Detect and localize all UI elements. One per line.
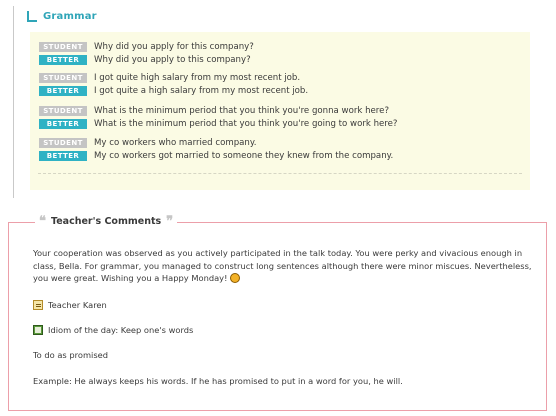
book-icon: [33, 325, 43, 335]
correction-pair: [39, 41, 519, 67]
student-row: [39, 41, 519, 53]
teacher-comments-card: [8, 214, 547, 411]
idiom-label: Idiom of the day: Keep one's words: [48, 325, 194, 335]
student-badge: STUDENT: [39, 73, 87, 83]
idiom-line: [33, 325, 193, 335]
student-row: [39, 137, 519, 149]
grammar-section: [0, 0, 556, 200]
comments-title: Teacher's Comments: [51, 216, 162, 227]
idiom-example: [33, 376, 403, 386]
smile-emoji-icon: [230, 273, 240, 283]
signature-line: [33, 300, 107, 310]
better-sentence: My co workers got married to someone they knew from the company.: [94, 151, 394, 161]
comments-header: [35, 215, 177, 228]
better-row: [39, 150, 519, 162]
student-sentence: What is the minimum period that you think you're gonna work here?: [94, 106, 390, 116]
student-row: [39, 105, 519, 117]
better-row: [39, 118, 519, 130]
better-row: [39, 54, 519, 66]
correction-pair: [39, 137, 519, 163]
student-sentence: Why did you apply for this company?: [94, 42, 254, 52]
comment-paragraph: [33, 247, 533, 285]
teacher-signature: Teacher Karen: [48, 300, 107, 310]
better-badge: BETTER: [39, 55, 87, 65]
memo-icon: [33, 300, 43, 310]
better-sentence: Why did you apply to this company?: [94, 55, 251, 65]
student-badge: STUDENT: [39, 106, 87, 116]
grammar-icon: [26, 11, 37, 22]
comments-body: [33, 247, 533, 285]
grammar-header: [26, 11, 97, 22]
better-badge: BETTER: [39, 86, 87, 96]
better-badge: BETTER: [39, 119, 87, 129]
better-badge: BETTER: [39, 151, 87, 161]
grammar-title: Grammar: [43, 11, 97, 22]
student-badge: STUDENT: [39, 138, 87, 148]
example-text: Example: He always keeps his words. If he has promised to put in a word for you, he will.: [33, 376, 403, 386]
student-row: [39, 72, 519, 84]
comment-text: Your cooperation was observed as you actively participated in the talk today. You were perky and vivacious enough in class, Bella. For grammar, you managed to construct long sentences although there were minor miscues. Nevertheless, you were great. Wishing you a Happy Monday!: [33, 248, 532, 283]
student-sentence: My co workers who married company.: [94, 138, 257, 148]
student-sentence: I got quite high salary from my most recent job.: [94, 73, 301, 83]
meaning-text: To do as promised: [33, 350, 109, 360]
better-sentence: What is the minimum period that you think you're going to work here?: [94, 119, 398, 129]
grammar-panel: [30, 32, 530, 190]
student-badge: STUDENT: [39, 42, 87, 52]
close-quote-icon: ❞: [166, 214, 174, 229]
better-sentence: I got quite a high salary from my most recent job.: [94, 86, 309, 96]
section-divider-line: [13, 6, 14, 198]
open-quote-icon: ❝: [39, 214, 46, 229]
correction-pair: [39, 105, 519, 131]
correction-pair: [39, 72, 519, 98]
better-row: [39, 85, 519, 97]
panel-divider: [38, 173, 522, 174]
idiom-meaning: [33, 350, 108, 360]
